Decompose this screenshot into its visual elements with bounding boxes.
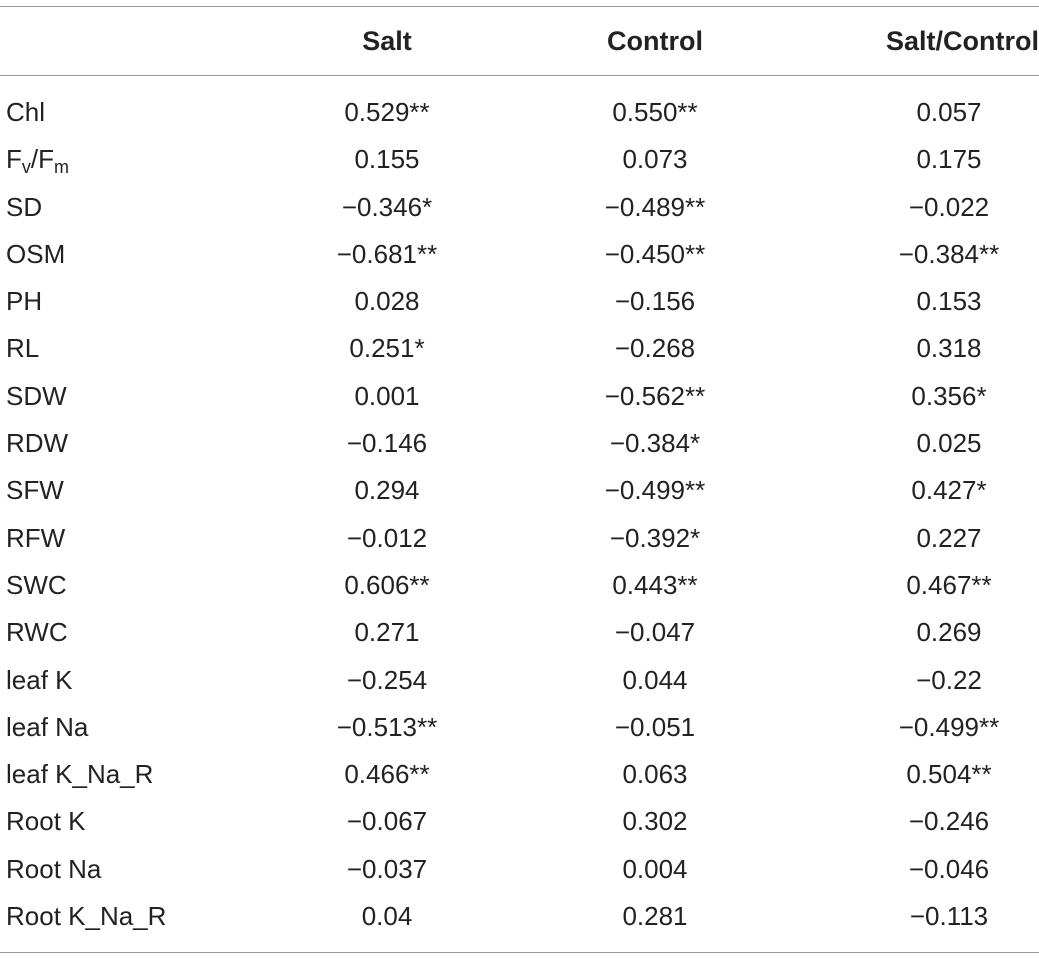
header-control: Control bbox=[607, 26, 703, 56]
table-row bbox=[0, 278, 1039, 325]
control-value: −0.156 bbox=[614, 286, 696, 317]
salt-value: 0.294 bbox=[354, 475, 420, 506]
table-row bbox=[0, 89, 1039, 136]
table-row bbox=[0, 467, 1039, 514]
control-value: 0.004 bbox=[622, 853, 688, 884]
label-a-sub: v bbox=[21, 157, 31, 178]
salt-value: 0.529** bbox=[344, 97, 430, 127]
salt-value: −0.146 bbox=[346, 428, 428, 459]
ratio-value: 0.318 bbox=[916, 333, 982, 364]
table-row bbox=[0, 373, 1039, 420]
salt-value: −0.346* bbox=[341, 191, 433, 222]
control-value: −0.047 bbox=[614, 617, 696, 648]
salt-value: −0.012 bbox=[346, 522, 428, 553]
label-b: F bbox=[38, 144, 55, 175]
table-row bbox=[0, 704, 1039, 751]
salt-value: 0.606** bbox=[344, 569, 430, 600]
ratio-value: −0.113 bbox=[909, 901, 989, 932]
row-label: PH bbox=[6, 286, 43, 317]
table-header bbox=[0, 6, 1039, 76]
ratio-value: 0.057 bbox=[916, 97, 982, 127]
ratio-value: 0.467** bbox=[906, 569, 992, 600]
ratio-value: −0.384** bbox=[898, 238, 1000, 269]
ratio-value: 0.427* bbox=[911, 475, 987, 506]
table-body bbox=[0, 89, 1039, 940]
row-label: SWC bbox=[6, 569, 67, 600]
salt-value: 0.271 bbox=[354, 617, 420, 648]
row-label: Root K_Na_R bbox=[6, 901, 167, 932]
control-value: −0.384* bbox=[609, 428, 701, 459]
salt-value: 0.001 bbox=[354, 380, 420, 411]
row-label: RFW bbox=[6, 522, 66, 553]
control-value: −0.489** bbox=[604, 191, 706, 222]
table-row bbox=[0, 420, 1039, 467]
label-sep: / bbox=[30, 144, 39, 175]
table-row bbox=[0, 231, 1039, 278]
control-value: −0.392* bbox=[609, 522, 701, 553]
row-label: SD bbox=[6, 191, 43, 222]
salt-value: 0.251* bbox=[349, 333, 425, 364]
control-value: −0.450** bbox=[604, 238, 706, 269]
ratio-value: 0.269 bbox=[916, 617, 982, 648]
ratio-value: 0.025 bbox=[916, 428, 982, 459]
row-label: SFW bbox=[6, 475, 64, 506]
label-a: F bbox=[6, 144, 22, 175]
label-b-sub: m bbox=[54, 157, 70, 178]
ratio-value: −0.246 bbox=[908, 806, 990, 837]
salt-value: −0.254 bbox=[346, 664, 428, 695]
table-row bbox=[0, 893, 1039, 940]
table-row bbox=[0, 515, 1039, 562]
ratio-value: −0.022 bbox=[908, 191, 990, 222]
salt-value: 0.155 bbox=[354, 144, 420, 175]
row-label: RDW bbox=[6, 428, 69, 459]
row-label: RL bbox=[6, 333, 40, 364]
control-value: −0.051 bbox=[614, 711, 696, 742]
table-row bbox=[0, 184, 1039, 231]
header-salt-control: Salt/Control bbox=[886, 26, 1039, 56]
ratio-value: 0.153 bbox=[916, 286, 982, 317]
row-label: Root K bbox=[6, 806, 86, 837]
control-value: −0.499** bbox=[604, 475, 706, 506]
control-value: 0.281 bbox=[622, 901, 688, 932]
ratio-value: 0.227 bbox=[916, 522, 982, 553]
control-value: −0.562** bbox=[604, 380, 706, 411]
row-label: leaf Na bbox=[6, 711, 89, 742]
control-value: 0.550** bbox=[612, 97, 698, 127]
header-salt: Salt bbox=[362, 26, 412, 56]
salt-value: 0.466** bbox=[344, 759, 430, 790]
salt-value: 0.028 bbox=[354, 286, 420, 317]
table-row bbox=[0, 751, 1039, 798]
ratio-value: 0.175 bbox=[916, 144, 982, 175]
control-value: 0.302 bbox=[622, 806, 688, 837]
table-row bbox=[0, 136, 1039, 183]
row-label: Chl bbox=[6, 97, 46, 127]
table-row bbox=[0, 798, 1039, 845]
table-row bbox=[0, 562, 1039, 609]
control-value: −0.268 bbox=[614, 333, 696, 364]
table-row bbox=[0, 657, 1039, 704]
row-label: Root Na bbox=[6, 853, 102, 884]
control-value: 0.044 bbox=[622, 664, 688, 695]
salt-value: −0.037 bbox=[346, 853, 428, 884]
table-row bbox=[0, 609, 1039, 656]
ratio-value: 0.504** bbox=[906, 759, 992, 790]
row-label bbox=[6, 136, 69, 183]
salt-value: −0.513** bbox=[336, 711, 438, 742]
table-row bbox=[0, 325, 1039, 372]
bottom-rule bbox=[0, 952, 1039, 953]
control-value: 0.063 bbox=[622, 759, 688, 790]
salt-value: −0.681** bbox=[336, 238, 438, 269]
control-value: 0.443** bbox=[612, 569, 698, 600]
header-rule bbox=[0, 75, 1039, 76]
row-label: leaf K bbox=[6, 664, 73, 695]
row-label: leaf K_Na_R bbox=[6, 759, 154, 790]
ratio-value: −0.499** bbox=[898, 711, 1000, 742]
salt-value: −0.067 bbox=[346, 806, 428, 837]
table-row bbox=[0, 846, 1039, 893]
row-label: RWC bbox=[6, 617, 68, 648]
ratio-value: 0.356* bbox=[911, 380, 987, 411]
ratio-value: −0.046 bbox=[908, 853, 990, 884]
ratio-value: −0.22 bbox=[916, 664, 982, 695]
row-label: SDW bbox=[6, 380, 67, 411]
salt-value: 0.04 bbox=[361, 901, 413, 932]
control-value: 0.073 bbox=[622, 144, 688, 175]
row-label: OSM bbox=[6, 238, 66, 269]
